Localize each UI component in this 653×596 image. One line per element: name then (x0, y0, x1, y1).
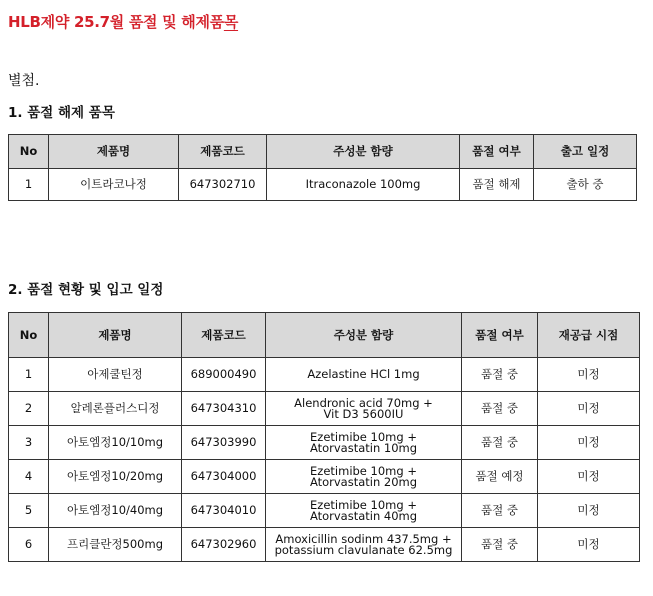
attachment-label: 별첨. (8, 73, 40, 89)
header-ingredient: 주성분 함량 (267, 135, 460, 169)
ingredient-line-2: Atorvastatin 10mg (309, 440, 418, 455)
cell-status: 품절 예정 (462, 460, 538, 494)
cell-product-name: 이트라코나정 (49, 169, 179, 201)
cell-no: 1 (9, 358, 49, 392)
cell-ingredient (266, 358, 462, 392)
document-title-main: HLB제약 25.7월 품절 및 해제품 (8, 13, 224, 31)
cell-ingredient (266, 460, 462, 494)
header-no: No (9, 135, 49, 169)
cell-no: 4 (9, 460, 49, 494)
cell-status: 품절 중 (462, 358, 538, 392)
cell-product-name: 아제쿨틴정 (49, 358, 182, 392)
cell-product-code: 647304010 (182, 494, 266, 528)
cell-product-code: 647303990 (182, 426, 266, 460)
ingredient-line-1: Azelastine HCl 1mg (307, 367, 420, 381)
section2-heading: 2. 품절 현황 및 입고 일정 (8, 282, 164, 298)
soldout-items-table (8, 312, 640, 562)
cell-status: 품절 중 (462, 392, 538, 426)
cell-ingredient (266, 494, 462, 528)
cell-resupply: 미정 (538, 392, 640, 426)
cell-product-name: 알레론플러스디정 (49, 392, 182, 426)
document-title-underlined: 목 (223, 13, 239, 31)
ingredient-line-2: Vit D3 5600IU (323, 406, 404, 421)
cell-ingredient (266, 392, 462, 426)
cell-product-code: 647302960 (182, 528, 266, 562)
ingredient-line-1: Ezetimibe 10mg + (310, 497, 417, 512)
cell-status: 품절 중 (462, 426, 538, 460)
cell-ingredient (266, 426, 462, 460)
cell-resupply: 미정 (538, 460, 640, 494)
table-header-row (9, 135, 637, 169)
header-status: 품절 여부 (462, 313, 538, 358)
ingredient-line-2: Atorvastatin 20mg (309, 474, 418, 489)
cell-resupply: 미정 (538, 358, 640, 392)
header-product-name: 제품명 (49, 313, 182, 358)
cell-resupply: 미정 (538, 426, 640, 460)
ingredient-line-1: Amoxicillin sodinm 437.5mg + (275, 531, 452, 546)
ingredient-line-1: Ezetimibe 10mg + (310, 429, 417, 444)
cell-no: 1 (9, 169, 49, 201)
cell-product-code: 647304000 (182, 460, 266, 494)
released-items-table (8, 134, 637, 201)
table-row (9, 528, 640, 562)
cell-shipping-schedule: 출하 중 (534, 169, 637, 201)
cell-product-code: 689000490 (182, 358, 266, 392)
cell-product-name: 아토엠정10/40mg (49, 494, 182, 528)
header-product-name: 제품명 (49, 135, 179, 169)
header-resupply: 재공급 시점 (538, 313, 640, 358)
cell-product-code: 647304310 (182, 392, 266, 426)
table-row (9, 460, 640, 494)
table-header-row (9, 313, 640, 358)
document-title (8, 11, 238, 32)
cell-product-name: 아토엠정10/10mg (49, 426, 182, 460)
table-row (9, 392, 640, 426)
header-shipping-schedule: 출고 일정 (534, 135, 637, 169)
cell-ingredient: Itraconazole 100mg (267, 169, 460, 201)
table-row (9, 358, 640, 392)
cell-no: 6 (9, 528, 49, 562)
header-status: 품절 여부 (460, 135, 534, 169)
cell-resupply: 미정 (538, 528, 640, 562)
section1-heading: 1. 품절 해제 품목 (8, 105, 115, 121)
header-product-code: 제품코드 (182, 313, 266, 358)
ingredient-line-2: Atorvastatin 40mg (309, 508, 418, 523)
cell-ingredient (266, 528, 462, 562)
ingredient-line-1: Ezetimibe 10mg + (310, 463, 417, 478)
table-row (9, 426, 640, 460)
cell-product-name: 아토엠정10/20mg (49, 460, 182, 494)
cell-no: 2 (9, 392, 49, 426)
cell-product-name: 프리클란정500mg (49, 528, 182, 562)
cell-resupply: 미정 (538, 494, 640, 528)
cell-no: 3 (9, 426, 49, 460)
header-ingredient: 주성분 함량 (266, 313, 462, 358)
cell-status: 품절 중 (462, 528, 538, 562)
ingredient-line-1: Alendronic acid 70mg + (294, 395, 433, 410)
cell-status: 품절 해제 (460, 169, 534, 201)
header-no: No (9, 313, 49, 358)
cell-status: 품절 중 (462, 494, 538, 528)
cell-product-code: 647302710 (179, 169, 267, 201)
cell-no: 5 (9, 494, 49, 528)
header-product-code: 제품코드 (179, 135, 267, 169)
table-row (9, 169, 637, 201)
table-row (9, 494, 640, 528)
ingredient-line-2: potassium clavulanate 62.5mg (274, 542, 453, 557)
